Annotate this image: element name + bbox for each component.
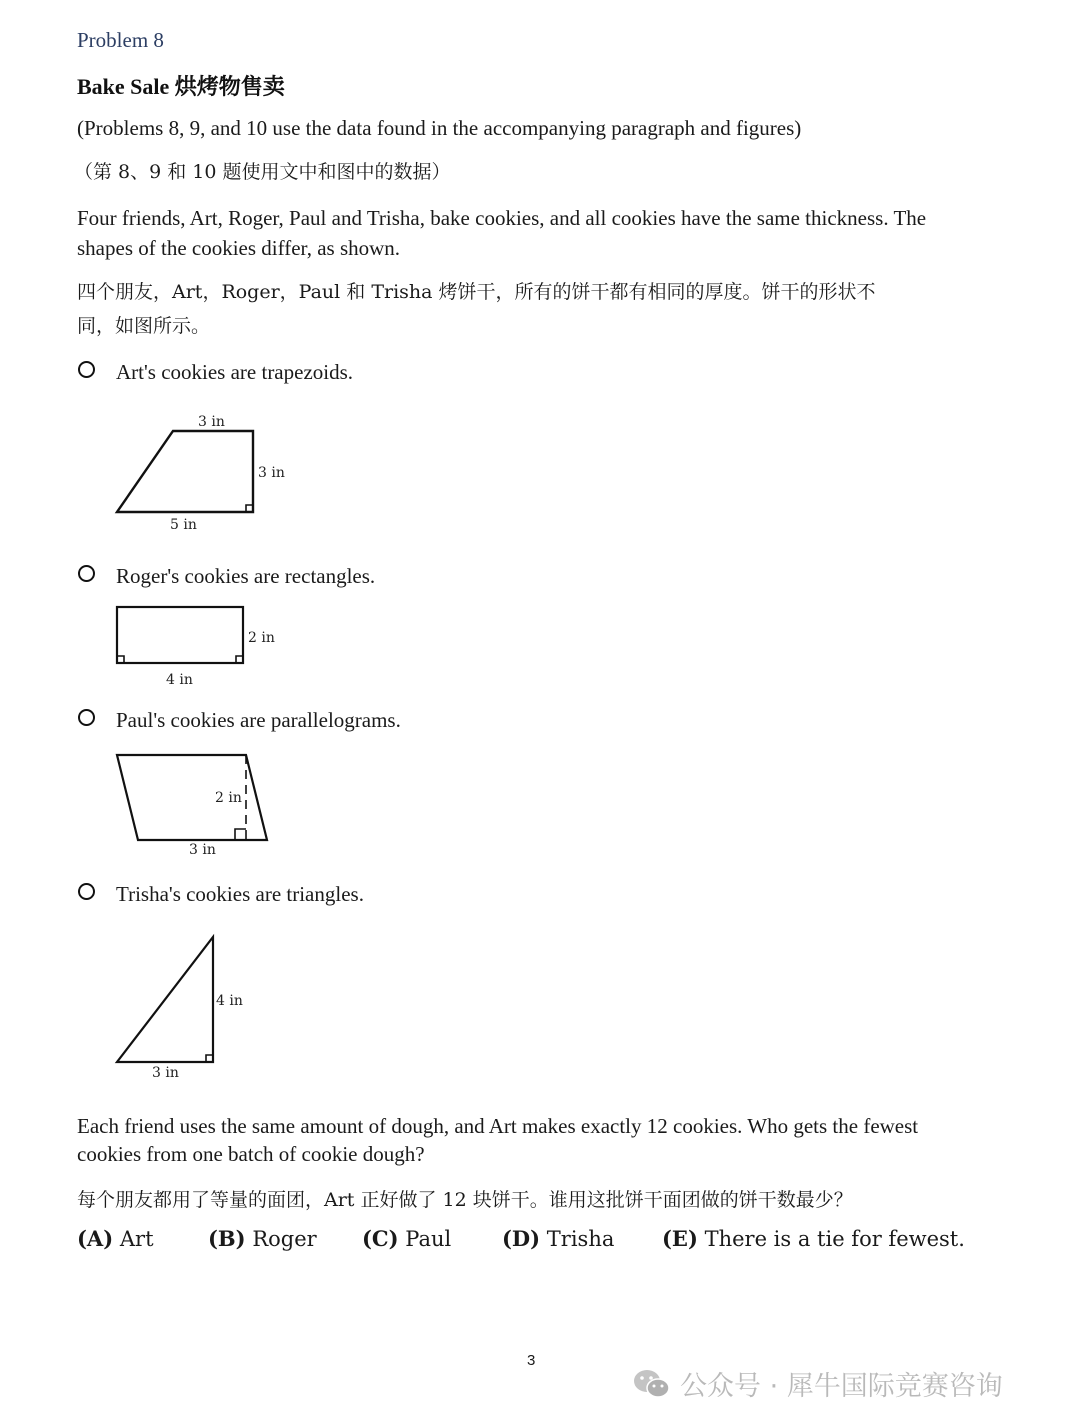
choice-letter: (C) [362, 1226, 399, 1251]
question-cn: 每个朋友都用了等量的面团，Art 正好做了 12 块饼干。谁用这批饼干面团做的饼干数最少？ [77, 1189, 853, 1211]
question-en-line2: cookies from one batch of cookie dough? [77, 1142, 425, 1166]
wechat-icon [632, 1368, 672, 1400]
parallelogram-figure [100, 745, 320, 865]
parallelogram-height-label: 2 in [215, 790, 242, 806]
rectangle-bottom-label: 4 in [166, 672, 193, 688]
watermark-text: 公众号 · 犀牛国际竞赛咨询 [680, 1371, 1003, 1402]
choice-d[interactable] [502, 1226, 614, 1251]
bullet-circle-icon [78, 565, 95, 582]
rectangle-figure [100, 595, 300, 695]
shape-caption-art: Art's cookies are trapezoids. [116, 360, 354, 384]
description-cn-line1: 四个朋友，Art，Roger，Paul 和 Trisha 烤饼干，所有的饼干都有相同的厚度。饼干的形状不 [77, 281, 876, 303]
choice-c[interactable] [362, 1226, 451, 1251]
triangle-figure [100, 925, 270, 1085]
choice-letter: (D) [502, 1226, 541, 1251]
choice-letter: (B) [208, 1226, 246, 1251]
choice-text: There is a tie for fewest. [704, 1227, 965, 1251]
choice-e[interactable] [662, 1226, 965, 1251]
shape-caption-roger: Roger's cookies are rectangles. [116, 564, 376, 588]
choice-b[interactable] [208, 1226, 317, 1251]
choice-text: Paul [405, 1227, 452, 1251]
choice-letter: (E) [662, 1226, 698, 1251]
shape-caption-paul: Paul's cookies are parallelograms. [116, 708, 401, 732]
watermark [632, 1364, 1003, 1403]
choice-text: Trisha [546, 1227, 615, 1251]
bullet-circle-icon [78, 361, 95, 378]
shape-caption-trisha: Trisha's cookies are triangles. [116, 882, 364, 906]
trapezoid-top-label: 3 in [198, 414, 225, 430]
trapezoid-bottom-label: 5 in [170, 517, 197, 533]
rectangle-side-label: 2 in [248, 630, 275, 646]
choice-letter: (A) [77, 1226, 114, 1251]
intro-en: (Problems 8, 9, and 10 use the data found in the accompanying paragraph and figures) [77, 116, 802, 140]
parallelogram-bottom-label: 3 in [189, 842, 216, 858]
intro-cn: （第 8、9 和 10 题使用文中和图中的数据） [74, 161, 451, 183]
description-en-line1: Four friends, Art, Roger, Paul and Trisha, bake cookies, and all cookies have the same thickness. The [77, 206, 927, 230]
triangle-bottom-label: 3 in [152, 1065, 179, 1081]
problem-title: Bake Sale 烘烤物售卖 [77, 74, 285, 99]
choice-text: Roger [252, 1227, 317, 1251]
description-en-line2: shapes of the cookies differ, as shown. [77, 236, 401, 260]
triangle-side-label: 4 in [216, 993, 243, 1009]
question-en-line1: Each friend uses the same amount of dough, and Art makes exactly 12 cookies. Who gets the fewest [77, 1114, 919, 1138]
trapezoid-side-label: 3 in [258, 465, 285, 481]
choice-a[interactable] [77, 1226, 154, 1251]
problem-label: Problem 8 [77, 28, 164, 52]
page-number: 3 [527, 1352, 536, 1369]
choice-text: Art [119, 1227, 154, 1251]
bullet-circle-icon [78, 883, 95, 900]
trapezoid-figure [100, 405, 320, 535]
bullet-circle-icon [78, 709, 95, 726]
description-cn-line2: 同，如图所示。 [77, 315, 211, 337]
